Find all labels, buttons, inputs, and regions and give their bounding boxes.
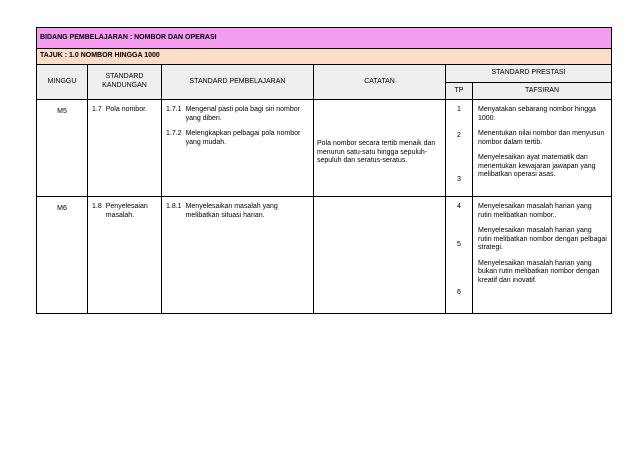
header-tafsiran: TAFSIRAN [473,83,612,100]
header-minggu: MINGGU [37,65,88,100]
sp-code: 1.7.2 [166,130,182,138]
table-row [37,197,612,314]
catatan-cell [314,100,446,197]
sk-text: Penyelesaian masalah. [105,203,148,219]
tafsiran-text: Menyelesaikan masalah harian yang bukan rutin melibatkan nombor dengan kreatif dan inovatif. [478,259,600,284]
tafsiran-text: Menyelesaikan masalah harian yang rutin melibatkan nombor dengan pelbagai strategi. [478,227,607,252]
tp-cell [446,197,473,314]
tp-number: 6 [457,289,461,296]
tp-number: 1 [457,106,461,113]
bidang-pembelajaran-banner: BIDANG PEMBELAJARAN : NOMBOR DAN OPERASI [37,28,612,49]
header-standard-kandungan: STANDARD KANDUNGAN [88,65,162,100]
tafsiran-text: Menyelesaikan ayat matematik dan menentukan kewajaran jawapan yang melibatkan operasi asas. [478,154,596,179]
tp-number: 3 [457,176,461,183]
tp-cell [446,100,473,197]
sp-text: Mengenal pasti pola bagi siri nombor yang diberi. [185,106,300,122]
header-standard-prestasi: STANDARD PRESTASI [446,65,612,83]
tp-number: 4 [457,203,461,210]
catatan-text: Pola nombor secara tertib menaik dan menurun satu-satu hingga sepuluh-sepuluh dan seratus-seratus. [317,140,436,165]
sp-text: Melengkapkan pelbagai pola nombor yang mudah. [185,130,301,146]
tafsiran-text: Menentukan nilai nombor dan menyusun nombor dalam tertib. [478,130,605,146]
standard-kandungan-cell [88,100,162,197]
tafsiran-text: Menyatakan sebarang nombor hingga 1000. [478,106,596,122]
standard-kandungan-cell [88,197,162,314]
table-row [37,100,612,197]
tp-number: 5 [457,241,461,248]
standard-pembelajaran-cell [162,100,314,197]
minggu-cell: M5 [37,100,88,197]
header-catatan: CATATAN [314,65,446,100]
tafsiran-cell [473,197,612,314]
sk-code: 1.7 [92,106,102,113]
sp-code: 1.7.1 [166,106,182,113]
tafsiran-cell [473,100,612,197]
standard-pembelajaran-cell [162,197,314,314]
header-standard-pembelajaran: STANDARD PEMBELAJARAN [162,65,314,100]
catatan-cell [314,197,446,314]
tp-number: 2 [457,132,461,139]
rpt-table [36,27,612,314]
sk-text: Pola nombor. [105,106,147,113]
tajuk-banner: TAJUK : 1.0 NOMBOR HINGGA 1000 [37,49,612,65]
sp-code: 1.8.1 [166,203,182,210]
header-tp: TP [446,83,473,100]
sp-text: Menyelesaikan masalah yang melibatkan situasi harian. [185,203,278,219]
minggu-cell: M6 [37,197,88,314]
tafsiran-text: Menyelesaikan masalah harian yang rutin melibatkan nombor.. [478,203,592,219]
sk-code: 1.8 [92,203,102,210]
